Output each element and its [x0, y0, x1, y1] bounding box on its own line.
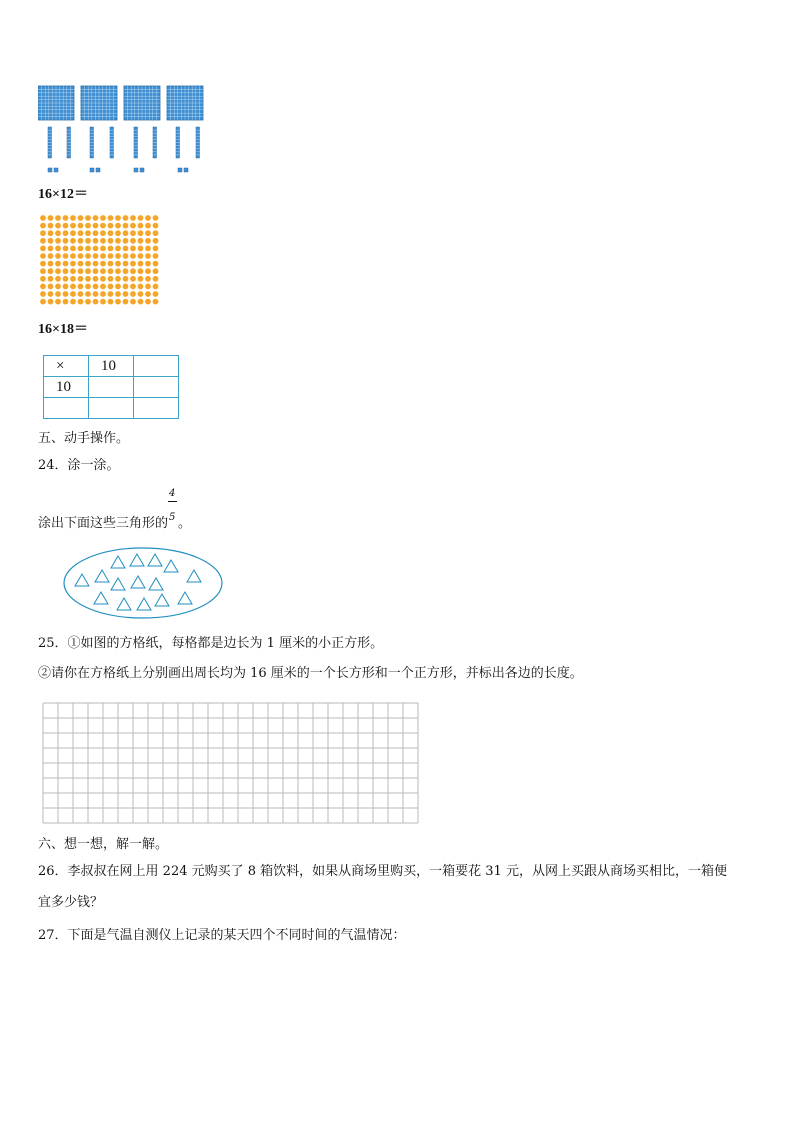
orange-dot: [48, 246, 54, 252]
orange-dot: [48, 268, 54, 274]
instruction-text: 涂出下面这些三角形的: [38, 516, 169, 531]
orange-dot: [123, 299, 129, 305]
orange-dot: [55, 299, 61, 305]
orange-dot: [100, 261, 106, 267]
orange-dot: [138, 223, 144, 229]
fraction-bar: [168, 501, 177, 502]
orange-dot: [153, 215, 159, 221]
orange-dot: [78, 268, 84, 274]
orange-dot: [153, 276, 159, 282]
orange-dot: [138, 246, 144, 252]
orange-dot: [138, 276, 144, 282]
orange-dot: [130, 276, 136, 282]
question-26-line-1: 26．李叔叔在网上用 224 元购买了 8 箱饮料，如果从商场里购买，一箱要花 31 元，从网上买跟从商场买相比，一箱便: [38, 864, 727, 879]
table-cell: [89, 377, 134, 398]
table-cell: [134, 356, 179, 377]
orange-dot: [70, 238, 76, 244]
orange-dot: [100, 268, 106, 274]
hundred-block: [81, 86, 117, 120]
orange-dot: [145, 230, 151, 236]
table-cell: 10: [89, 356, 134, 377]
table-cell: [44, 398, 89, 419]
orange-dot: [40, 238, 46, 244]
orange-dot: [138, 291, 144, 297]
question-25-line-1: 25．①如图的方格纸，每格都是边长为 1 厘米的小正方形。: [38, 636, 384, 651]
one-cube: [54, 168, 58, 172]
triangle-outline-icon: [117, 598, 131, 610]
orange-dot: [100, 223, 106, 229]
orange-dot: [145, 261, 151, 267]
orange-dot: [85, 284, 91, 290]
orange-dot: [108, 246, 114, 252]
one-cube: [134, 168, 138, 172]
orange-dot: [48, 276, 54, 282]
orange-dot: [93, 230, 99, 236]
orange-dot: [123, 253, 129, 259]
orange-dot: [130, 284, 136, 290]
orange-dot: [40, 268, 46, 274]
orange-dot: [115, 299, 121, 305]
orange-dot: [115, 268, 121, 274]
orange-dot: [70, 261, 76, 267]
section-6-title: 六、想一想，解一解。: [38, 837, 169, 852]
orange-dot: [130, 253, 136, 259]
orange-dot: [93, 261, 99, 267]
ten-rod: [110, 127, 114, 158]
orange-dot: [100, 284, 106, 290]
triangle-outline-icon: [111, 556, 125, 568]
expression-16x18: 16×18＝: [38, 322, 88, 337]
orange-dot: [115, 276, 121, 282]
orange-dot: [55, 284, 61, 290]
orange-dot: [70, 268, 76, 274]
orange-dot: [153, 299, 159, 305]
orange-dot: [130, 230, 136, 236]
orange-dot: [48, 223, 54, 229]
orange-dot: [55, 223, 61, 229]
orange-dot: [48, 284, 54, 290]
orange-dot: [55, 268, 61, 274]
orange-dot: [40, 299, 46, 305]
orange-dot: [130, 268, 136, 274]
orange-dot: [108, 253, 114, 259]
orange-dot: [63, 238, 69, 244]
orange-dot: [138, 261, 144, 267]
orange-dot: [48, 253, 54, 259]
triangle-ellipse-figure: [62, 546, 226, 622]
triangle-outline-icon: [130, 554, 144, 566]
orange-dot: [63, 276, 69, 282]
one-cube: [90, 168, 94, 172]
orange-dot: [130, 238, 136, 244]
hundred-block: [124, 86, 160, 120]
triangle-outline-icon: [187, 570, 201, 582]
table-cell: [134, 377, 179, 398]
triangle-outline-icon: [94, 592, 108, 604]
triangle-outline-icon: [137, 598, 151, 610]
orange-dot: [153, 238, 159, 244]
orange-dot: [100, 238, 106, 244]
table-cell: [134, 398, 179, 419]
ten-rod: [134, 127, 138, 158]
orange-dot: [63, 246, 69, 252]
orange-dot: [63, 291, 69, 297]
hundred-block: [167, 86, 203, 120]
orange-dot: [40, 246, 46, 252]
orange-dot: [63, 261, 69, 267]
orange-dot: [85, 238, 91, 244]
fraction-numerator: 4: [169, 488, 176, 499]
orange-dot: [145, 223, 151, 229]
orange-dot: [93, 246, 99, 252]
ten-rod: [48, 127, 52, 158]
orange-dot: [145, 268, 151, 274]
orange-dot: [108, 230, 114, 236]
orange-dot: [138, 215, 144, 221]
orange-dot: [145, 215, 151, 221]
one-cube: [48, 168, 52, 172]
orange-dot: [78, 291, 84, 297]
orange-dot: [130, 215, 136, 221]
orange-dot: [100, 246, 106, 252]
triangle-outline-icon: [111, 578, 125, 590]
orange-dot: [63, 223, 69, 229]
orange-dot: [78, 299, 84, 305]
orange-dot: [48, 215, 54, 221]
ten-rod: [90, 127, 94, 158]
orange-dot: [138, 299, 144, 305]
orange-dot: [55, 276, 61, 282]
grid-paper: [42, 702, 420, 824]
orange-dot: [78, 230, 84, 236]
orange-dot: [93, 284, 99, 290]
orange-dot: [78, 261, 84, 267]
orange-dot: [93, 291, 99, 297]
orange-dot: [123, 223, 129, 229]
orange-dot: [40, 215, 46, 221]
orange-dot: [145, 253, 151, 259]
orange-dot: [93, 253, 99, 259]
orange-dot: [108, 215, 114, 221]
question-25-line-2: ②请你在方格纸上分别画出周长均为 16 厘米的一个长方形和一个正方形，并标出各边的长度。: [38, 666, 583, 681]
one-cube: [140, 168, 144, 172]
triangle-outline-icon: [95, 570, 109, 582]
orange-dot: [78, 215, 84, 221]
orange-dot: [123, 215, 129, 221]
orange-dot: [115, 230, 121, 236]
section-5-title: 五、动手操作。: [38, 431, 130, 446]
orange-dot: [85, 246, 91, 252]
orange-dot: [153, 291, 159, 297]
orange-dot: [78, 253, 84, 259]
orange-dot: [93, 215, 99, 221]
hundred-block: [38, 86, 74, 120]
orange-dot: [115, 215, 121, 221]
question-24-instruction: [38, 488, 192, 533]
orange-dot: [40, 230, 46, 236]
orange-dot: [70, 276, 76, 282]
orange-dot: [153, 223, 159, 229]
orange-dot: [55, 261, 61, 267]
orange-dot: [115, 253, 121, 259]
orange-dot: [108, 299, 114, 305]
fraction-denominator: 5: [169, 512, 176, 523]
orange-dot: [115, 291, 121, 297]
orange-dot: [145, 299, 151, 305]
triangle-outline-icon: [178, 592, 192, 604]
orange-dot: [108, 261, 114, 267]
orange-dot: [100, 230, 106, 236]
orange-dot: [85, 230, 91, 236]
orange-dot: [55, 253, 61, 259]
orange-dot: [108, 268, 114, 274]
orange-dot: [70, 284, 76, 290]
orange-dot: [55, 230, 61, 236]
orange-dot: [138, 268, 144, 274]
triangle-outline-icon: [75, 574, 89, 586]
orange-dot: [123, 238, 129, 244]
orange-dot: [93, 223, 99, 229]
orange-dot: [63, 299, 69, 305]
orange-dot: [55, 238, 61, 244]
orange-dot: [115, 246, 121, 252]
orange-dot: [70, 246, 76, 252]
orange-dot: [70, 299, 76, 305]
orange-dot: [85, 276, 91, 282]
orange-dot: [108, 291, 114, 297]
orange-dot: [55, 215, 61, 221]
instruction-suffix: 。: [178, 516, 192, 531]
one-cube: [184, 168, 188, 172]
orange-dot: [123, 230, 129, 236]
orange-dot: [70, 223, 76, 229]
orange-dot: [70, 253, 76, 259]
orange-dot: [93, 238, 99, 244]
orange-dot: [55, 246, 61, 252]
orange-dot: [85, 261, 91, 267]
orange-dot: [130, 299, 136, 305]
orange-dot: [138, 230, 144, 236]
triangle-outline-icon: [155, 594, 169, 606]
orange-dot: [40, 223, 46, 229]
orange-dot: [78, 284, 84, 290]
triangle-outline-icon: [131, 576, 145, 588]
orange-dot: [145, 291, 151, 297]
orange-dot: [153, 261, 159, 267]
question-27-line-1: 27．下面是气温自测仪上记录的某天四个不同时间的气温情况：: [38, 928, 406, 943]
orange-dot: [115, 238, 121, 244]
expression-16x12: 16×12＝: [38, 187, 88, 202]
orange-dot: [130, 223, 136, 229]
orange-dot: [63, 268, 69, 274]
orange-dot: [85, 268, 91, 274]
one-cube: [96, 168, 100, 172]
table-cell: ×: [44, 356, 89, 377]
ten-rod: [196, 127, 200, 158]
orange-dot: [85, 291, 91, 297]
ten-rod: [153, 127, 157, 158]
ten-rod: [67, 127, 71, 158]
dot-array-figure: [40, 215, 162, 307]
question-24-title: 24．涂一涂。: [38, 458, 120, 473]
orange-dot: [145, 246, 151, 252]
orange-dot: [123, 261, 129, 267]
orange-dot: [145, 284, 151, 290]
orange-dot: [115, 223, 121, 229]
orange-dot: [48, 238, 54, 244]
orange-dot: [115, 284, 121, 290]
orange-dot: [130, 291, 136, 297]
base-ten-blocks-figure: [38, 84, 218, 178]
orange-dot: [108, 284, 114, 290]
table-cell: [89, 398, 134, 419]
table-row: [44, 398, 179, 419]
orange-dot: [63, 215, 69, 221]
orange-dot: [138, 253, 144, 259]
orange-dot: [130, 261, 136, 267]
orange-dot: [123, 291, 129, 297]
orange-dot: [85, 215, 91, 221]
orange-dot: [85, 253, 91, 259]
orange-dot: [85, 223, 91, 229]
orange-dot: [40, 253, 46, 259]
table-row: [44, 377, 179, 398]
orange-dot: [100, 291, 106, 297]
triangle-outline-icon: [164, 560, 178, 572]
multiplication-table: [43, 355, 179, 419]
orange-dot: [40, 261, 46, 267]
orange-dot: [70, 230, 76, 236]
orange-dot: [138, 284, 144, 290]
orange-dot: [55, 291, 61, 297]
orange-dot: [78, 223, 84, 229]
orange-dot: [93, 268, 99, 274]
orange-dot: [63, 253, 69, 259]
orange-dot: [100, 276, 106, 282]
orange-dot: [78, 238, 84, 244]
orange-dot: [48, 261, 54, 267]
orange-dot: [145, 238, 151, 244]
orange-dot: [145, 276, 151, 282]
orange-dot: [123, 246, 129, 252]
one-cube: [178, 168, 182, 172]
orange-dot: [138, 238, 144, 244]
orange-dot: [108, 223, 114, 229]
table-row: [44, 356, 179, 377]
orange-dot: [123, 268, 129, 274]
question-26-line-2: 宜多少钱？: [38, 895, 104, 910]
orange-dot: [78, 246, 84, 252]
orange-dot: [40, 291, 46, 297]
orange-dot: [153, 230, 159, 236]
orange-dot: [63, 284, 69, 290]
orange-dot: [48, 291, 54, 297]
orange-dot: [153, 268, 159, 274]
orange-dot: [40, 284, 46, 290]
orange-dot: [123, 284, 129, 290]
orange-dot: [85, 299, 91, 305]
orange-dot: [153, 284, 159, 290]
orange-dot: [153, 246, 159, 252]
table-cell: 10: [44, 377, 89, 398]
ten-rod: [176, 127, 180, 158]
orange-dot: [93, 299, 99, 305]
orange-dot: [78, 276, 84, 282]
orange-dot: [100, 253, 106, 259]
orange-dot: [93, 276, 99, 282]
orange-dot: [115, 261, 121, 267]
triangle-outline-icon: [148, 554, 162, 566]
orange-dot: [40, 276, 46, 282]
orange-dot: [123, 276, 129, 282]
orange-dot: [153, 253, 159, 259]
orange-dot: [70, 215, 76, 221]
orange-dot: [70, 291, 76, 297]
orange-dot: [108, 238, 114, 244]
orange-dot: [48, 299, 54, 305]
orange-dot: [100, 299, 106, 305]
orange-dot: [63, 230, 69, 236]
orange-dot: [48, 230, 54, 236]
orange-dot: [108, 276, 114, 282]
fraction-four-fifths: [168, 488, 178, 533]
orange-dot: [100, 215, 106, 221]
orange-dot: [130, 246, 136, 252]
triangle-outline-icon: [149, 578, 163, 590]
